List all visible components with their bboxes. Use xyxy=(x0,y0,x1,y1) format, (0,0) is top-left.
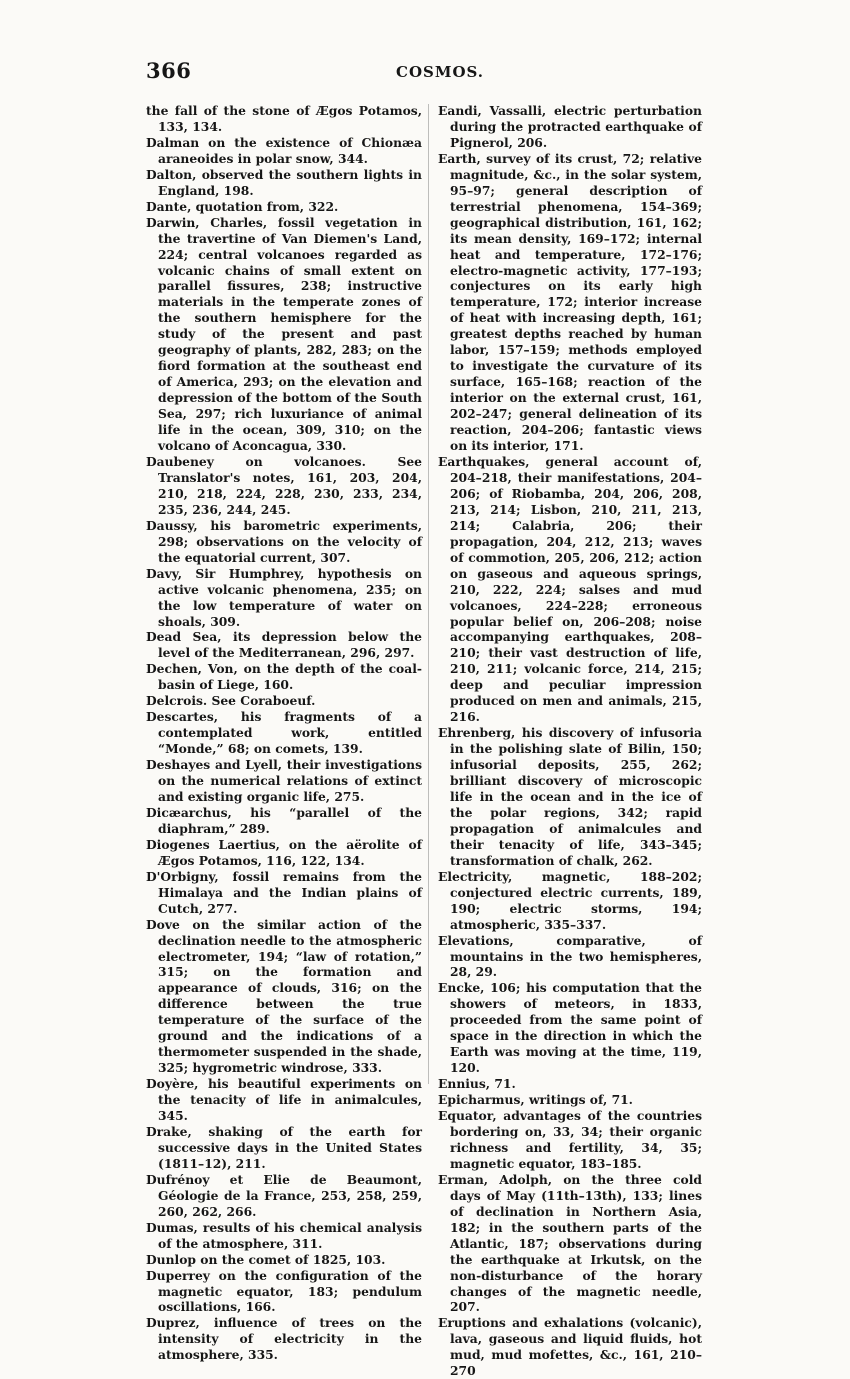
index-entry: Dante, quotation from, 322. xyxy=(146,198,339,214)
index-entry: Earth, survey of its crust, 72; relative magnitude, &c., in the solar system, 95–97; general description of terrestrial phenomena, 154–369; geographical distribution, 161, 162; its mean density, 169–172; internal heat and temperature, 172–176; electro-magnetic activity, 177–193; conjectures on its early high temperature, 172; interior increase of heat with increasing depth, 161; greatest depths reached by human labor, 157–159; methods employed to investigate the curvature of its surface, 165–168; reaction of the interior on the external crust, 161, 202–247; general delineation of its reaction, 204–206; fantastic views on its interior, 171. xyxy=(438,150,702,454)
index-entry: Earthquakes, general account of, 204–218, their manifestations, 204–206; of Riobamba, 204, 206, 208, 213, 214; Lisbon, 210, 211, 213, 214; Calabria, 206; their propagation, 204, 212, 213; waves of commotion, 205, 206, 212; action on gaseous and aqueous springs, 210, 222, 224; salses and mud volcanoes, 224–228; erroneous popular belief on, 206–208; noise accompanying earthquakes, 208–210; their vast destruction of life, 210, 211; volcanic force, 214, 215; deep and peculiar impression produced on men and animals, 215, 216. xyxy=(438,453,702,725)
index-entry: Equator, advantages of the countries bordering on, 33, 34; their organic richness and fertility, 34, 35; magnetic equator, 183–185. xyxy=(438,1108,702,1171)
index-entry: Epicharmus, writings of, 71. xyxy=(438,1092,633,1108)
index-entry: Eruptions and exhalations (volcanic), lava, gaseous and liquid fluids, hot mud, mud mofettes, &c., 161, 210–270 xyxy=(438,1315,702,1379)
right-index-column xyxy=(438,103,702,1379)
index-entry: Erman, Adolph, on the three cold days of May (11th–13th), 133; lines of declination in Northern Asia, 182; in the southern parts of the Atlantic, 187; observations during the earthquake at Irkutsk, on the non-disturbance of the horary changes of the magnetic needle, 207. xyxy=(438,1171,702,1315)
index-entry: Daussy, his barometric experiments, 298; observations on the velocity of the equatorial current, 307. xyxy=(146,517,422,565)
index-entry: Daubeney on volcanoes. See Translator's notes, 161, 203, 204, 210, 218, 224, 228, 230, 233, 234, 235, 236, 244, 245. xyxy=(146,453,422,517)
index-entry: Delcrois. See Coraboeuf. xyxy=(146,693,316,709)
index-entry: Duperrey on the configuration of the magnetic equator, 183; pendulum oscillations, 166. xyxy=(146,1267,422,1315)
index-entry: Dove on the similar action of the declination needle to the atmospheric electrometer, 194; “law of rotation,” 315; on the formation and appearance of clouds, 316; on the difference between the true temperature of the surface of the ground and the indications of a thermometer suspended in the shade, 325; hygrometric windrose, 333. xyxy=(146,916,422,1076)
left-index-column xyxy=(146,103,422,1363)
index-entry: Ehrenberg, his discovery of infusoria in the polishing slate of Bilin, 150; infusorial deposits, 255, 262; brilliant discovery of microscopic life in the ocean and in the ice of the polar regions, 342; rapid propagation of animalcules and their tenacity of life, 343–345; transformation of chalk, 262. xyxy=(438,725,702,868)
index-entry: Dicæarchus, his “parallel of the diaphram,” 289. xyxy=(146,804,422,836)
page-number: 366 xyxy=(146,58,192,83)
index-entry: Dufrénoy et Elie de Beaumont, Géologie de la France, 253, 258, 259, 260, 262, 266. xyxy=(146,1171,422,1219)
index-entry: Davy, Sir Humphrey, hypothesis on active volcanic phenomena, 235; on the low temperature of water on shoals, 309. xyxy=(146,565,422,629)
index-entry: Duprez, influence of trees on the intensity of electricity in the atmosphere, 335. xyxy=(146,1315,422,1363)
index-entry: the fall of the stone of Ægos Potamos, 133, 134. xyxy=(146,103,422,134)
index-entry: Diogenes Laertius, on the aërolite of Ægos Potamos, 116, 122, 134. xyxy=(146,836,422,868)
index-entry: Dalton, observed the southern lights in England, 198. xyxy=(146,166,422,198)
index-entry: Electricity, magnetic, 188–202; conjectured electric currents, 189, 190; electric storms, 194; atmospheric, 335–337. xyxy=(438,868,702,932)
column-divider xyxy=(428,104,429,1084)
index-entry: Elevations, comparative, of mountains in the two hemispheres, 28, 29. xyxy=(438,932,702,980)
index-entry: D'Orbigny, fossil remains from the Himalaya and the Indian plains of Cutch, 277. xyxy=(146,868,422,916)
index-entry: Dumas, results of his chemical analysis of the atmosphere, 311. xyxy=(146,1219,422,1251)
index-entry: Dunlop on the comet of 1825, 103. xyxy=(146,1251,386,1267)
index-entry: Dalman on the existence of Chionæa araneoides in polar snow, 344. xyxy=(146,134,422,166)
index-entry: Deshayes and Lyell, their investigations on the numerical relations of extinct and existing organic life, 275. xyxy=(146,757,422,804)
index-entry: Eandi, Vassalli, electric perturbation during the protracted earthquake of Pignerol, 206. xyxy=(438,103,702,150)
index-entry: Descartes, his fragments of a contemplated work, entitled “Monde,” 68; on comets, 139. xyxy=(146,709,422,757)
index-entry: Dechen, Von, on the depth of the coal-basin of Liege, 160. xyxy=(146,661,422,693)
index-entry: Encke, 106; his computation that the showers of meteors, in 1833, proceeded from the same point of space in the direction in which the Earth was moving at the time, 119, 120. xyxy=(438,980,702,1076)
index-entry: Doyère, his beautiful experiments on the tenacity of life in animalcules, 345. xyxy=(146,1076,422,1124)
running-title: COSMOS. xyxy=(396,63,485,81)
index-entry: Darwin, Charles, fossil vegetation in the travertine of Van Diemen's Land, 224; central volcanoes regarded as volcanic chains of small extent on parallel fissures, 238; instructive materials in the temperate zones of the southern hemisphere for the study of the present and past geography of plants, 282, 283; on the fiord formation at the southeast end of America, 293; on the elevation and depression of the bottom of the South Sea, 297; rich luxuriance of animal life in the ocean, 309, 310; on the volcano of Aconcagua, 330. xyxy=(146,214,422,454)
index-entry: Dead Sea, its depression below the level of the Mediterranean, 296, 297. xyxy=(146,629,422,661)
index-entry: Drake, shaking of the earth for successive days in the United States (1811–12), 211. xyxy=(146,1124,422,1171)
index-entry: Ennius, 71. xyxy=(438,1076,516,1092)
